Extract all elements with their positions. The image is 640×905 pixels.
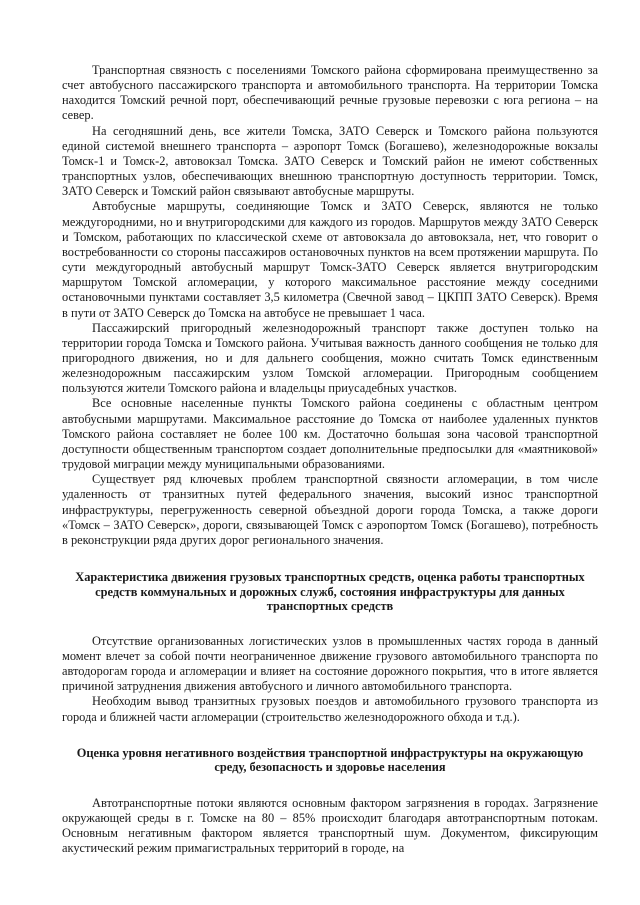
document-body: [62, 63, 598, 857]
section-heading-freight: Характеристика движения грузовых транспортных средств, оценка работы транспортных средств коммунальных и дорожных служб, состояния инфраструктуры для данных транспортных средств: [75, 570, 585, 614]
paragraph: Пассажирский пригородный железнодорожный транспорт также доступен только на территории города Томска и Томского района. Учитывая важность данного сообщения не только для пригородного движения, но и для дальнего сообщения, можно считать Томск единственным железнодорожным пассажирским узлом Томской агломерации. Пригородным сообщением пользуются жители Томского района и владельцы приусадебных участков.: [62, 320, 598, 396]
paragraph: Отсутствие организованных логистических узлов в промышленных частях города в данный момент влечет за собой почти неограниченное движение грузового автомобильного транспорта по автодорогам города и агломерации и влияет на состояние дорожного покрытия, что в итоге является причиной затруднения движения автобусного и личного автомобильного транспорта.: [62, 633, 598, 694]
paragraph: Необходим вывод транзитных грузовых поездов и автомобильного грузового транспорта из города и ближней части агломерации (строительство железнодорожного обхода и т.д.).: [62, 694, 598, 724]
paragraph: Транспортная связность с поселениями Томского района сформирована преимущественно за счет автобусного пассажирского транспорта и автомобильного транспорта. На территории Томска находится Томский речной порт, обеспечивающий речные грузовые перевозки с юга региона – на север.: [62, 63, 598, 123]
paragraph: Автотранспортные потоки являются основным фактором загрязнения в городах. Загрязнение окружающей среды в г. Томске на 80 – 85% происходит благодаря автотранспортным потокам. Основным негативным фактором является транспортный шум. Документом, фиксирующим акустический режим примагистральных территорий в городе, на: [62, 795, 598, 856]
paragraph: Существует ряд ключевых проблем транспортной связности агломерации, в том числе удаленность от транзитных путей федерального значения, высокий износ транспортной инфраструктуры, перегруженность северной объездной дороги города Томска, а также дороги «Томск – ЗАТО Северск», дороги, связывающей Томск с аэропортом Томск (Богашево), потребность в реконструкции ряда других дорог регионального значения.: [62, 472, 598, 547]
section-heading-environment: Оценка уровня негативного воздействия транспортной инфраструктуры на окружающую среду, безопасность и здоровье населения: [76, 745, 584, 775]
paragraph: Все основные населенные пункты Томского района соединены с областным центром автобусными маршрутами. Максимальное расстояние до Томска от наиболее удаленных пунктов Томского района составляет не более 100 км. Достаточно большая зона часовой транспортной доступности общественным транспортом создает дополнительные предпосылки для «маятниковой» трудовой миграции между муниципальными образованиями.: [62, 396, 598, 472]
paragraph: На сегодняшний день, все жители Томска, ЗАТО Северск и Томского района пользуются единой системой внешнего транспорта – аэропорт Томск (Богашево), железнодорожные вокзалы Томск-1 и Томск-2, автовокзал Томска. ЗАТО Северск и Томский район не имеют собственных транспортных узлов, обеспечивающих внешнюю транспортную доступность территории. Томск, ЗАТО Северск и Томский район связывают автобусные маршруты.: [62, 123, 598, 199]
paragraph: Автобусные маршруты, соединяющие Томск и ЗАТО Северск, являются не только междугородними, но и внутригородскими для каждого из городов. Маршрутов между ЗАТО Северск и Томском, работающих по классической схеме от автовокзала до автовокзала, нет, что говорит о востребованности со стороны пассажиров остановочных пунктов на всем протяжении маршрута. По сути междугородный автобусный маршрут Томск-ЗАТО Северск является внутригородским маршрутом Томской агломерации, у которого максимальное расстояние между соседними остановочными пунктами составляет 3,5 километра (Свечной завод – ЦКПП ЗАТО Северск). Время в пути от ЗАТО Северск до Томска на автобусе не превышает 1 часа.: [62, 199, 598, 320]
